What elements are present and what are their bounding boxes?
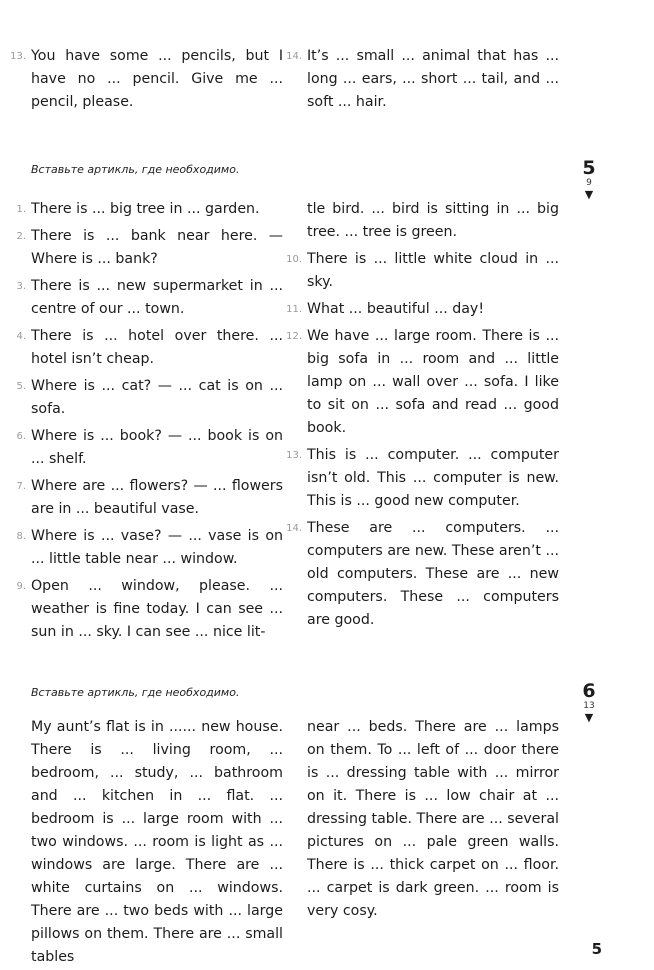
- exercise-item: [10, 45, 283, 114]
- exercise-item: [16, 475, 283, 521]
- item-text: There is ... big tree in ... garden.: [31, 201, 260, 217]
- item-text: This is ... computer. ... computer isn’t old. This ... computer is new. This is ... good new computer.: [307, 447, 559, 509]
- top-right-column: [286, 45, 559, 118]
- exercise-item: [16, 375, 283, 421]
- item-text: What ... beautiful ... day!: [307, 301, 485, 317]
- exercise-5-number: 5: [582, 157, 596, 179]
- item-text: Where is ... vase? — ... vase is on ... little table near ... window.: [31, 528, 283, 567]
- top-left-column: [10, 45, 283, 118]
- item-number: 2.: [16, 231, 26, 242]
- exercise-item: [286, 444, 559, 513]
- item-number: 6.: [16, 431, 26, 442]
- exercise-6-instruction: Вставьте артикль, где необходимо.: [31, 686, 240, 699]
- item-text: Open ... window, please. ... weather is fine today. I can see ... sun in ... sky. I can see ... nice lit-: [31, 578, 283, 640]
- item-number: 13.: [286, 450, 302, 461]
- item-number: 11.: [286, 304, 302, 315]
- item-number: 8.: [16, 531, 26, 542]
- exercise-item: [286, 248, 559, 294]
- item-number: 7.: [16, 481, 26, 492]
- exercise-5-instruction: Вставьте артикль, где необходимо.: [31, 163, 240, 176]
- item-number: 13.: [10, 51, 26, 62]
- item-text: There is ... new supermarket in ... centre of our ... town.: [31, 278, 283, 317]
- item-text: Where is ... cat? — ... cat is on ... sofa.: [31, 378, 283, 417]
- exercise-6-ref: 13: [583, 701, 595, 711]
- exercise-6-number: 6: [582, 680, 596, 702]
- exercise-item: [16, 325, 283, 371]
- exercise-5-marker: ▼: [584, 188, 594, 201]
- exercise-6-number-block: [574, 681, 604, 724]
- page-number: 5: [591, 940, 602, 958]
- exercise-item: [16, 225, 283, 271]
- exercise-5-right-column: [286, 198, 559, 636]
- item-number: 5.: [16, 381, 26, 392]
- item-text: It’s ... small ... animal that has ... long ... ears, ... short ... tail, and ... soft ... hair.: [307, 48, 559, 110]
- item-text: You have some ... pencils, but I have no ... pencil. Give me ... pencil, please.: [31, 48, 283, 110]
- item-number: 3.: [16, 281, 26, 292]
- exercise-6-left-text: My aunt’s flat is in ...... new house. There is ... living room, ... bedroom, ... study, ... bathroom and ... kitchen in ... flat. ... bedroom is ... large room with ... two windows. ... room is light as ... windows are large. There are ... white curtains on ... windows. There are ... two beds with ... large pillows on them. There are ... small tables: [31, 719, 283, 965]
- item-text: These are ... computers. ... computers are new. These aren’t ... old computers. These are ... new computers. These ... computers are good.: [307, 520, 559, 628]
- item-number: 9.: [16, 581, 26, 592]
- item-number: 14.: [286, 523, 302, 534]
- item-text: Where are ... flowers? — ... flowers are in ... beautiful vase.: [31, 478, 283, 517]
- item-text: We have ... large room. There is ... big sofa in ... room and ... little lamp on ... wall over ... sofa. I like to sit on ... sofa and read ... good book.: [307, 328, 559, 436]
- item-text: There is ... bank near here. — Where is ... bank?: [31, 228, 283, 267]
- exercise-item: [286, 325, 559, 440]
- exercise-item: [286, 298, 559, 321]
- exercise-6-marker: ▼: [584, 711, 594, 724]
- exercise-item: [16, 425, 283, 471]
- item-text: There is ... little white cloud in ... sky.: [307, 251, 559, 290]
- item-number: 14.: [286, 51, 302, 62]
- exercise-item: [16, 198, 283, 221]
- exercise-5-item-9-continuation: tle bird. ... bird is sitting in ... big tree. ... tree is green.: [307, 201, 559, 240]
- item-text: Where is ... book? — ... book is on ... shelf.: [31, 428, 283, 467]
- item-number: 1.: [16, 204, 26, 215]
- exercise-item: [16, 525, 283, 571]
- exercise-item: [286, 517, 559, 632]
- item-number: 10.: [286, 254, 302, 265]
- exercise-5-ref: 9: [586, 178, 592, 188]
- exercise-item: [286, 45, 559, 114]
- exercise-6-right-text: near ... beds. There are ... lamps on them. To ... left of ... door there is ... dressing table with ... mirror on it. There is ... low chair at ... dressing table. There are ... several pictures on ... pale green walls. There is ... thick carpet on ... floor. ... carpet is dark green. ... room is very cosy.: [307, 719, 559, 919]
- item-text: There is ... hotel over there. ... hotel isn’t cheap.: [31, 328, 283, 367]
- exercise-item: [16, 575, 283, 644]
- exercise-5-number-block: [574, 158, 604, 201]
- exercise-5-left-column: [16, 198, 283, 648]
- exercise-item: [16, 275, 283, 321]
- item-number: 4.: [16, 331, 26, 342]
- item-number: 12.: [286, 331, 302, 342]
